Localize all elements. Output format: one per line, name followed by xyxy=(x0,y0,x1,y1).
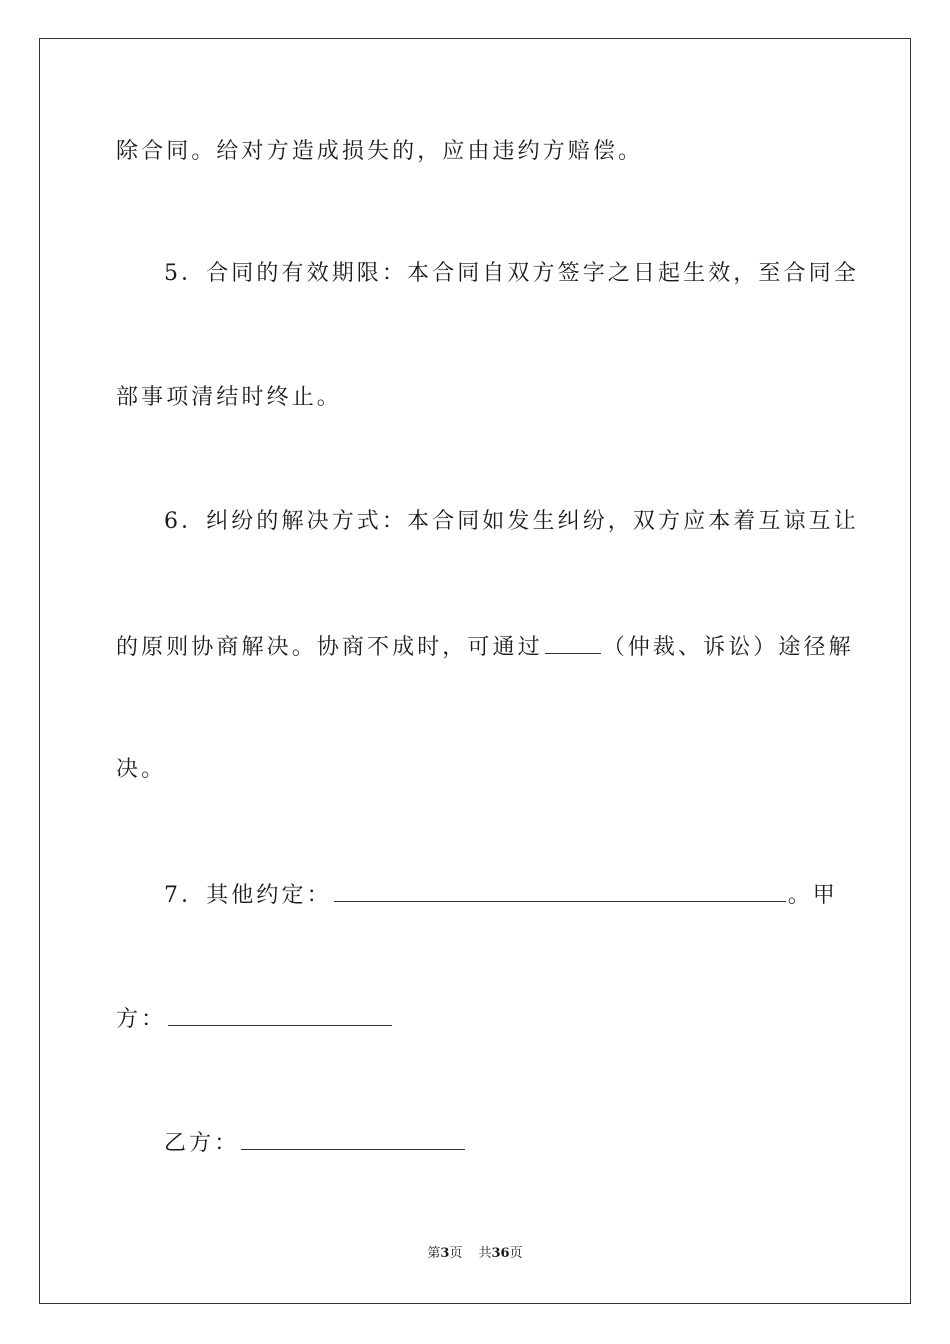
clause-5-line-1: 5．合同的有效期限：本合同自双方签字之日起生效，至合同全 xyxy=(164,261,859,286)
page-number: 3 xyxy=(440,1246,450,1261)
clause-7-tail: 。甲 xyxy=(787,883,838,908)
clause-7-label: 7．其他约定： xyxy=(164,883,332,908)
dispute-method-blank[interactable] xyxy=(545,631,601,654)
party-a-line xyxy=(116,1003,394,1035)
clause-6-text-before-blank: 的原则协商解决。协商不成时，可通过 xyxy=(116,635,543,660)
page-prefix: 第 xyxy=(427,1246,441,1261)
total-pages: 36 xyxy=(491,1246,510,1261)
party-b-blank[interactable] xyxy=(241,1127,465,1150)
total-prefix: 共 xyxy=(478,1246,492,1261)
party-a-label: 方： xyxy=(116,1007,167,1032)
clause-7-line-1 xyxy=(164,879,838,911)
clause-6-line-3: 决。 xyxy=(116,757,167,782)
other-terms-blank[interactable] xyxy=(334,879,786,902)
page-suffix: 页 xyxy=(449,1246,463,1261)
text-line-1: 除合同。给对方造成损失的，应由违约方赔偿。 xyxy=(116,139,644,164)
page-border xyxy=(39,38,911,1304)
party-a-blank[interactable] xyxy=(168,1003,392,1026)
clause-6-line-2 xyxy=(116,631,854,663)
party-b-line xyxy=(164,1127,467,1159)
clause-6-line-1: 6．纠纷的解决方式：本合同如发生纠纷，双方应本着互谅互让 xyxy=(164,509,859,534)
page-footer xyxy=(0,1245,950,1263)
total-suffix: 页 xyxy=(509,1246,523,1261)
party-b-label: 乙方： xyxy=(164,1131,240,1156)
clause-6-text-after-blank: （仲裁、诉讼）途径解 xyxy=(602,635,854,660)
clause-5-line-2: 部事项清结时终止。 xyxy=(116,385,342,410)
